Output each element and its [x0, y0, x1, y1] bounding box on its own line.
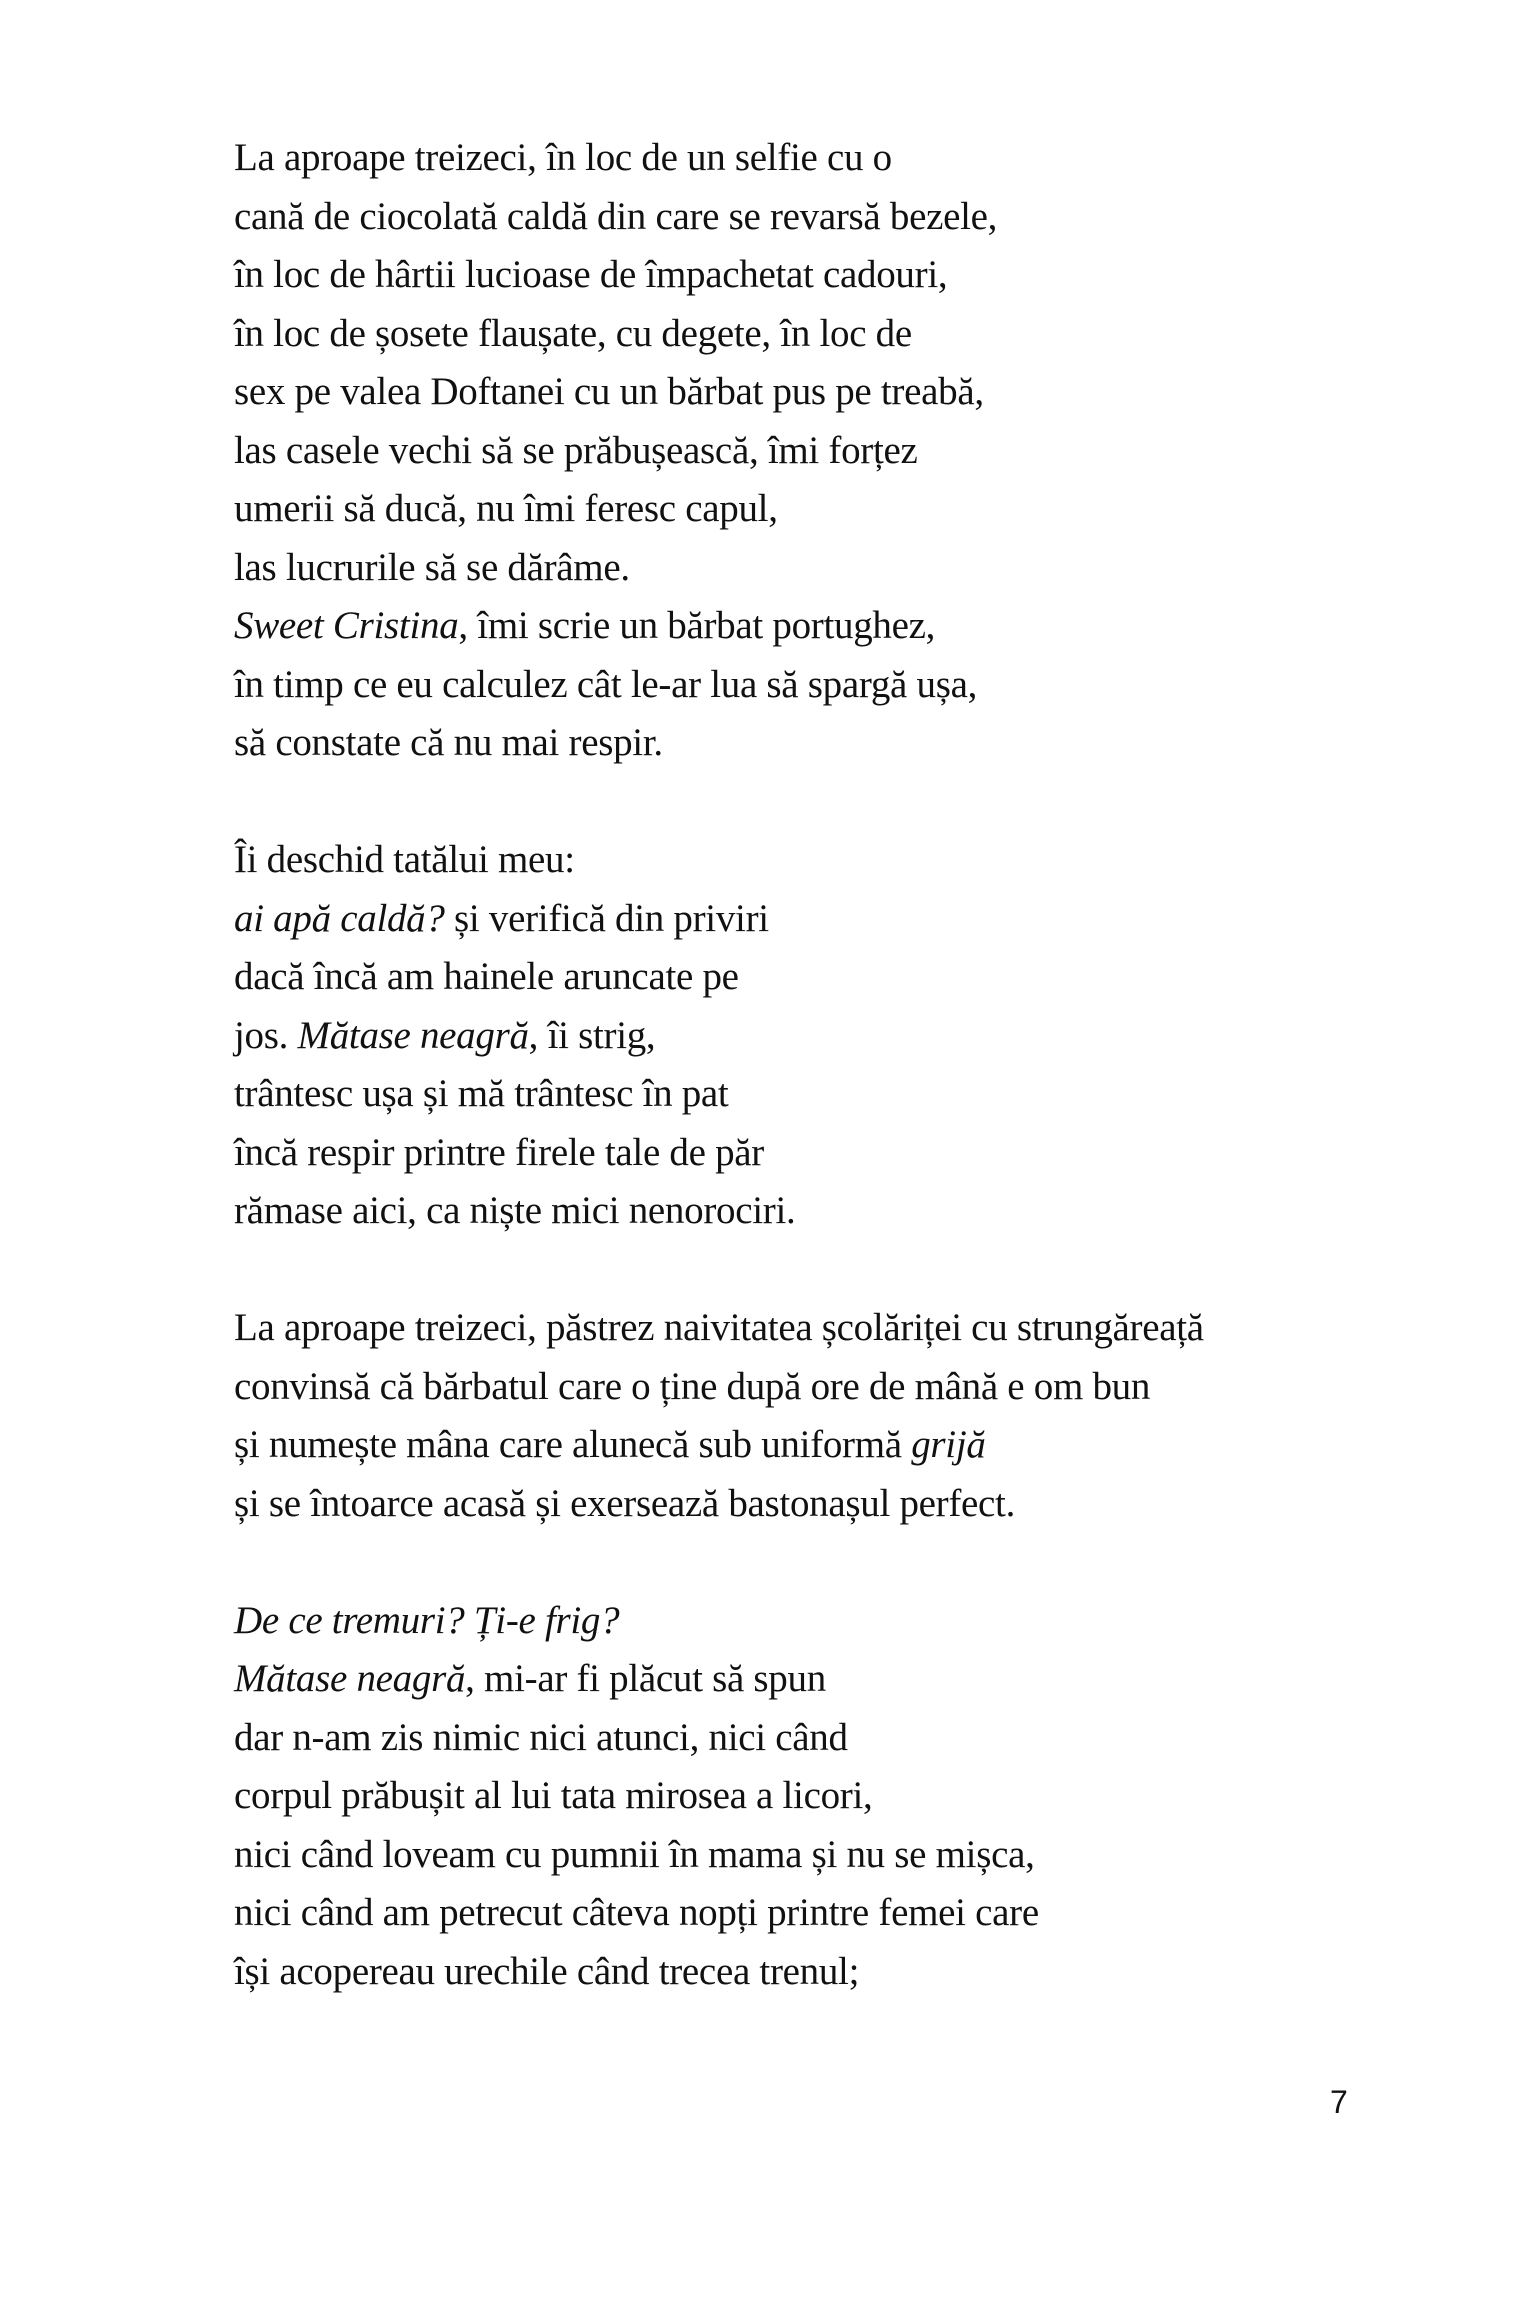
text: trântesc ușa și mă trântesc în pat	[234, 1072, 729, 1115]
text: în loc de hârtii lucioase de împachetat cadouri,	[234, 253, 948, 296]
poem-line	[234, 422, 1384, 481]
text: las casele vechi să se prăbușească, îmi forțez	[234, 428, 918, 472]
text: , mi-ar fi plăcut să spun	[465, 1657, 826, 1700]
text: sex pe valea Doftanei cu un bărbat pus pe treabă,	[234, 370, 984, 413]
text: cană de ciocolată caldă din care se revarsă bezele,	[234, 194, 998, 238]
text: să constate că nu mai respir.	[234, 721, 663, 764]
stanza	[234, 831, 1384, 1241]
text: dacă încă am hainele aruncate pe	[234, 955, 739, 998]
poem-line	[234, 1709, 1384, 1768]
page-number: 7	[1330, 2084, 1348, 2120]
poem-line	[234, 305, 1384, 364]
poem-line	[234, 890, 1384, 949]
poem-line	[234, 1592, 1384, 1651]
poem-line	[234, 1358, 1384, 1417]
text: și se întoarce acasă și exersează bastonașul perfect.	[234, 1481, 1016, 1525]
poem-line	[234, 1884, 1384, 1943]
poem-line	[234, 656, 1384, 715]
text: umerii să ducă, nu îmi feresc capul,	[234, 487, 778, 530]
text: jos.	[234, 1013, 298, 1057]
poem-line	[234, 597, 1384, 656]
poem-line	[234, 1416, 1384, 1475]
stanza	[234, 1592, 1384, 2002]
poem-line	[234, 948, 1384, 1007]
poem-line	[234, 246, 1384, 305]
text: și numește mâna care alunecă sub uniformă	[234, 1423, 912, 1466]
poem-line	[234, 1767, 1384, 1826]
text: și verifică din priviri	[444, 896, 769, 940]
poem-line	[234, 1943, 1384, 2002]
italic-text: De ce tremuri? Ți-e frig?	[234, 1598, 620, 1642]
poem-body	[234, 129, 1384, 2060]
poem-line	[234, 480, 1384, 539]
poem-line	[234, 1065, 1384, 1124]
text: nici când am petrecut câteva nopți printre femei care	[234, 1891, 1039, 1934]
stanza	[234, 129, 1384, 773]
text: La aproape treizeci, păstrez naivitatea școlăriței cu strungăreață	[234, 1306, 1204, 1349]
text: în loc de șosete flaușate, cu degete, în loc de	[234, 311, 912, 355]
italic-text: Mătase neagră	[234, 1657, 466, 1700]
italic-text: ai apă caldă?	[234, 896, 445, 940]
italic-text: grijă	[911, 1423, 986, 1466]
italic-text: Mătase neagră	[297, 1013, 529, 1057]
poem-line	[234, 188, 1384, 247]
italic-text: Sweet Cristina	[234, 604, 459, 647]
poem-line	[234, 539, 1384, 598]
text: convinsă că bărbatul care o ține după ore de mână e om bun	[234, 1364, 1151, 1408]
text: în timp ce eu calculez cât le-ar lua să spargă ușa,	[234, 662, 978, 706]
text: , îi strig,	[528, 1013, 656, 1057]
poem-line	[234, 1650, 1384, 1709]
poem-line	[234, 1182, 1384, 1241]
poem-line	[234, 1007, 1384, 1066]
poem-line	[234, 714, 1384, 773]
poem-line	[234, 1124, 1384, 1183]
text: La aproape treizeci, în loc de un selfie cu o	[234, 136, 892, 179]
stanza	[234, 1299, 1384, 1533]
text: , îmi scrie un bărbat portughez,	[458, 604, 936, 647]
poem-line	[234, 1299, 1384, 1358]
text: rămase aici, ca niște mici nenorociri.	[234, 1189, 796, 1232]
poem-line	[234, 129, 1384, 188]
text: își acopereau urechile când trecea trenul;	[234, 1949, 860, 1993]
poem-line	[234, 1826, 1384, 1885]
text: corpul prăbușit al lui tata mirosea a licori,	[234, 1774, 873, 1817]
text: Îi deschid tatălui meu:	[234, 838, 575, 881]
text: dar n-am zis nimic nici atunci, nici când	[234, 1715, 848, 1759]
text: las lucrurile să se dărâme.	[234, 545, 630, 589]
poem-line	[234, 831, 1384, 890]
text: nici când loveam cu pumnii în mama și nu se mișca,	[234, 1832, 1035, 1876]
poem-line	[234, 1475, 1384, 1534]
text: încă respir printre firele tale de păr	[234, 1130, 764, 1174]
poem-line	[234, 363, 1384, 422]
